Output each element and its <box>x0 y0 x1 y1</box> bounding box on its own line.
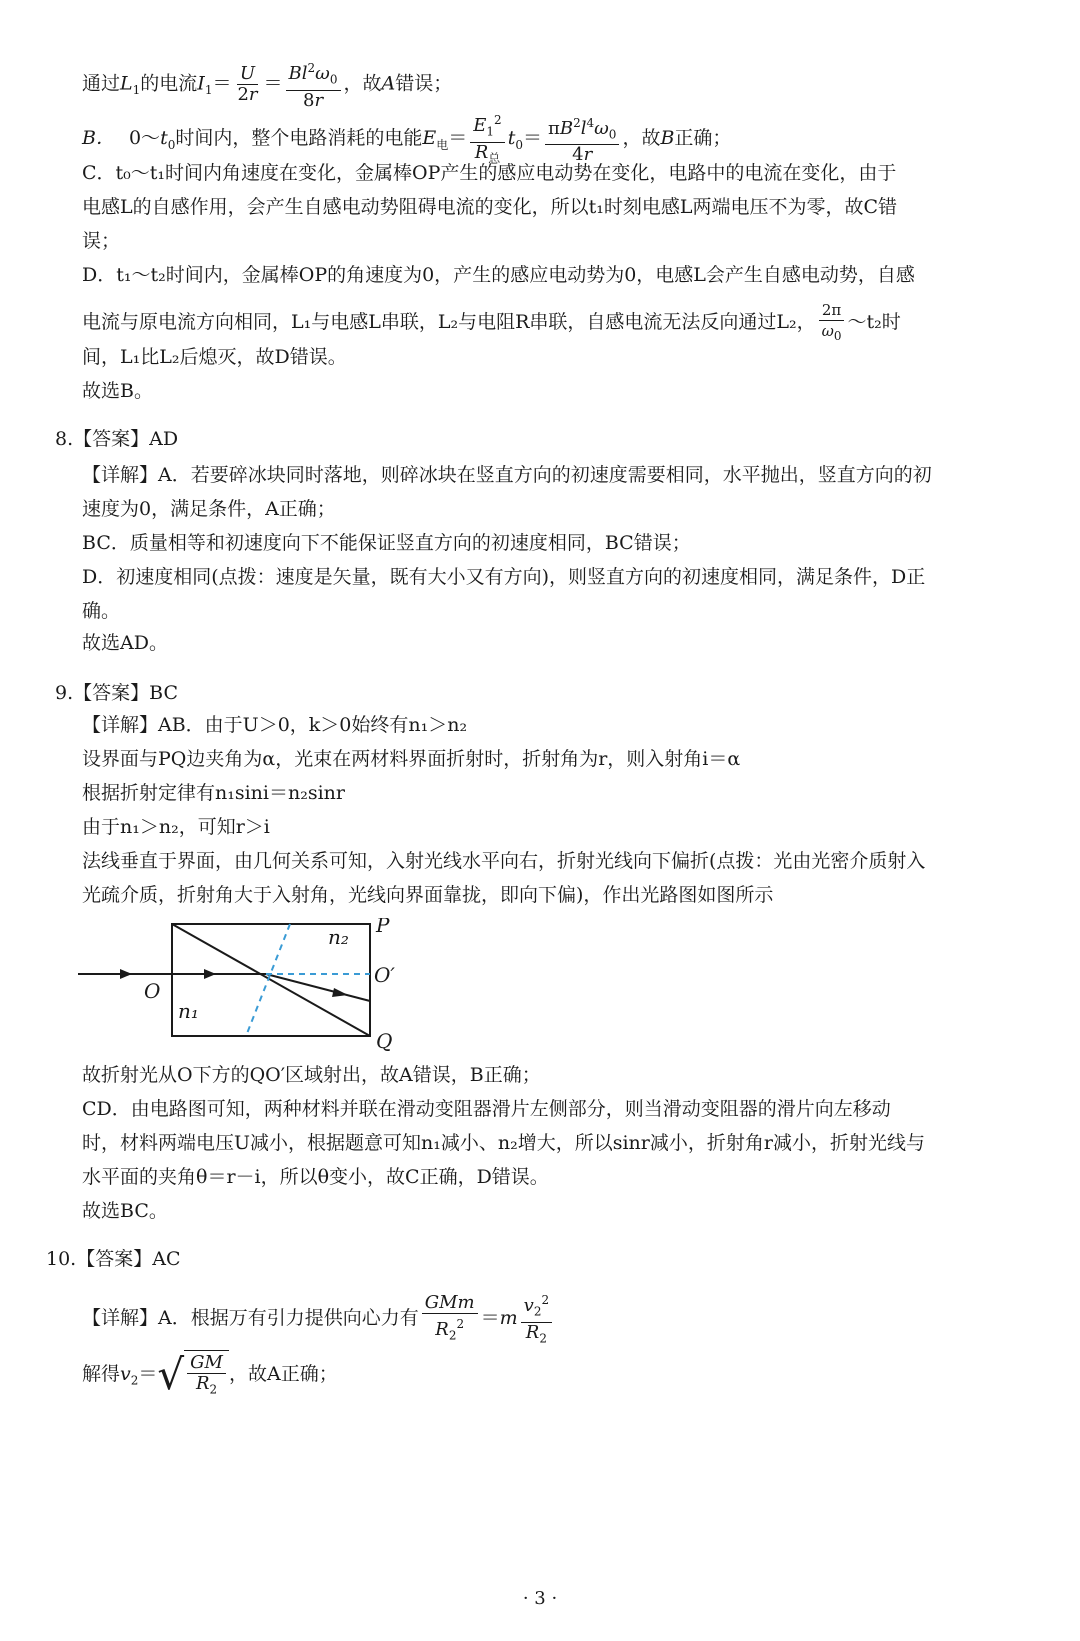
q10-detail-line2: 解得$v_2=$ √ $\frac{GM}{R_2}$ ，故A正确； <box>82 1349 338 1399</box>
q9-detail-line8: CD．由电路图可知，两种材料并联在滑动变阻器滑片左侧部分，则当滑动变阻器的滑片向左移动 <box>82 1098 891 1120</box>
label-o: O <box>144 979 161 1003</box>
label-q: Q <box>376 1029 393 1053</box>
q8-detail-line4: D．初速度相同(点拨：速度是矢量，既有大小又有方向)，则竖直方向的初速度相同，满足条件，D正 <box>82 566 926 588</box>
q9-detail-line6: 光疏介质，折射角大于入射角，光线向界面靠拢，即向下偏)，作出光路图如图所示 <box>82 884 774 906</box>
q9-detail-line7: 故折射光从O下方的QO′区域射出，故A错误，B正确； <box>82 1064 541 1086</box>
label-o-prime: O′ <box>374 963 395 987</box>
q7-option-d-line3: 间，L₁比L₂后熄灭，故D错误。 <box>82 346 347 368</box>
incident-arrow-2 <box>204 969 216 979</box>
q9-detail-line2: 设界面与PQ边夹角为α，光束在两材料界面折射时，折射角为r，则入射角i＝α <box>82 748 741 770</box>
q9-answer: 9.【答案】BC <box>55 682 178 704</box>
label-n2: n₂ <box>328 925 349 949</box>
q7-choose: 故选B。 <box>82 380 153 402</box>
incident-arrow-1 <box>120 969 132 979</box>
page-number: · 3 · <box>522 1588 558 1609</box>
q9-detail-line4: 由于n₁＞n₂，可知r＞i <box>82 816 270 838</box>
light-path-diagram <box>60 918 420 1066</box>
q7-option-d-line2: 电流与原电流方向相同，L₁与电感L串联，L₂与电阻R串联，自感电流无法反向通过L₂， $\frac{2\pi}{\omega_0}$ ～t₂时 <box>82 301 901 343</box>
q8-detail-line2: 速度为0，满足条件，A正确； <box>82 498 336 520</box>
q8-choose: 故选AD。 <box>82 632 168 654</box>
q8-detail-line5: 确。 <box>82 600 121 622</box>
normal-line <box>246 924 290 1036</box>
q7-option-d-line1: D．t₁～t₂时间内，金属棒OP的角速度为0，产生的感应电动势为0，电感L会产生自感电动势，自感 <box>82 264 915 286</box>
refracted-ray <box>266 974 370 1001</box>
q8-detail-line3: BC．质量相等和初速度向下不能保证竖直方向的初速度相同，BC错误； <box>82 532 691 554</box>
q7-option-c-line3: 误； <box>82 230 121 252</box>
q9-choose: 故选BC。 <box>82 1200 168 1222</box>
q10-answer: 10.【答案】AC <box>46 1248 181 1270</box>
q9-detail-line1: 【详解】AB．由于U＞0，k＞0始终有n₁＞n₂ <box>82 714 468 736</box>
q10-detail-line1: 【详解】A．根据万有引力提供向心力有 $\frac{\text{GMm}}{R_2^2}$ ＝m $\frac{v_2^2}{R_2}$ <box>82 1290 555 1348</box>
q8-detail-line1: 【详解】A．若要碎冰块同时落地，则碎冰块在竖直方向的初速度需要相同，水平抛出，竖直方向的初 <box>82 464 932 486</box>
q9-detail-line9: 时，材料两端电压U减小，根据题意可知n₁减小、n₂增大，所以sinr减小，折射角r减小，折射光线与 <box>82 1132 925 1154</box>
q7-option-b: B． $0\sim t_0$时间内，整个电路消耗的电能$E_电=$ $\frac{E_1^2}{R_总}$ $t_0=$ $\frac{\pi B^2l^4\omega_0}{4r}$ ，故B正确； <box>82 110 731 168</box>
q7-option-c-line2: 电感L的自感作用，会产生自感电动势阻碍电流的变化，所以t₁时刻电感L两端电压不为零，故C错 <box>82 196 898 218</box>
label-n1: n₁ <box>178 999 199 1023</box>
q9-detail-line10: 水平面的夹角θ＝r－i，所以θ变小，故C正确，D错误。 <box>82 1166 549 1188</box>
q9-detail-line5: 法线垂直于界面，由几何关系可知，入射光线水平向右，折射光线向下偏折(点拨：光由光密介质射入 <box>82 850 926 872</box>
label-p: P <box>376 918 390 937</box>
q8-answer: 8.【答案】AD <box>55 428 179 450</box>
q7-line-current: 通过$L_1$的电流$I_1=$ $\frac{U}{2r}$ ＝ $\frac{Bl^2\omega_0}{8r}$ ，故A错误； <box>82 58 452 111</box>
q7-option-c-line1: C．t₀～t₁时间内角速度在变化，金属棒OP产生的感应电动势在变化，电路中的电流在变化，由于 <box>82 162 897 184</box>
q9-detail-line3: 根据折射定律有n₁sini＝n₂sinr <box>82 782 345 804</box>
